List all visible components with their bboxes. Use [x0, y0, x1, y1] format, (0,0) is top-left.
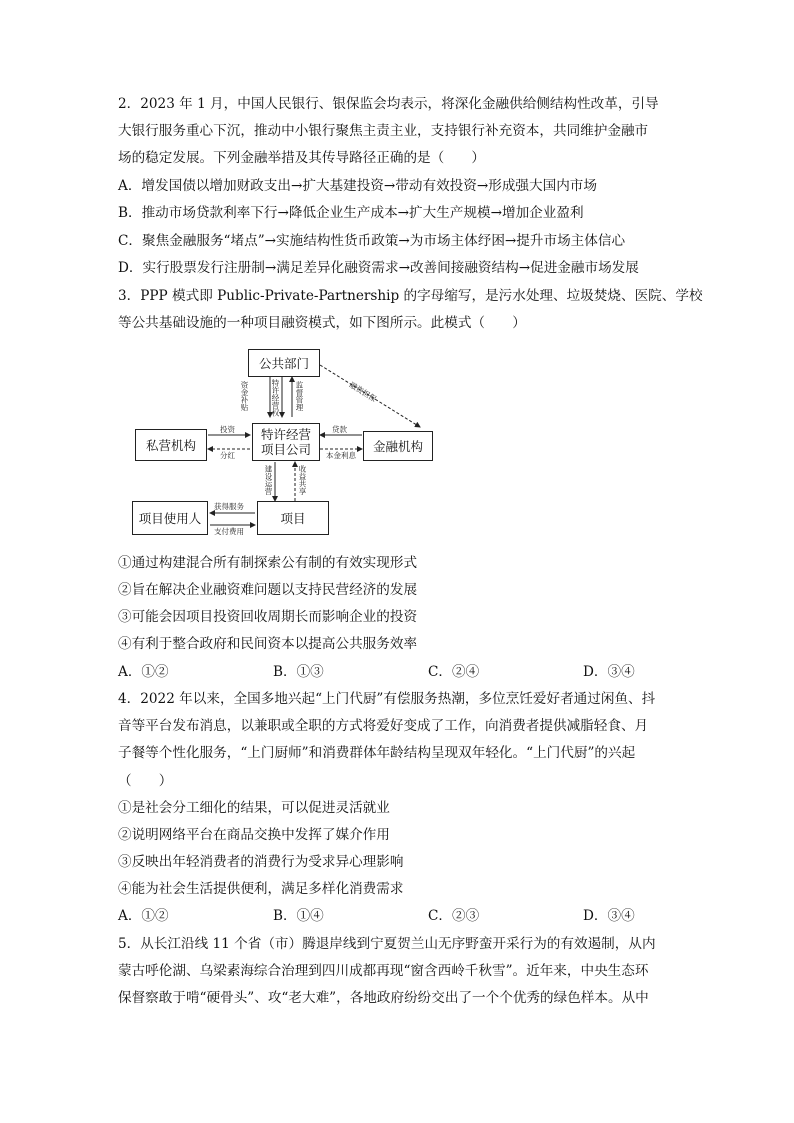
spv-label-line-1: 特许经营	[260, 427, 311, 442]
q5-stem-line-3: 保督察敢于啃“硬骨头”、攻“老大难”，各地政府纷纷交出了一个个优秀的绿色样本。从中	[118, 990, 649, 1006]
q4-statement-3: ③反映出年轻消费者的消费行为受求异心理影响	[118, 854, 404, 870]
q2-stem-line-3: 场的稳定发展。下列金融举措及其传导路径正确的是（ ）	[118, 150, 486, 166]
label-construct: 建设运营	[264, 465, 273, 495]
q3-statement-3: ③可能会因项目投资回收周期长而影响企业的投资	[118, 609, 418, 625]
q4-stem-line-1: 4．2022 年以来，全国多地兴起“上门代厨”有偿服务热潮，多位烹饪爱好者通过闲鱼、抖	[118, 691, 656, 707]
q2-stem-line-2: 大银行服务重心下沉，推动中小银行聚焦主责主业，支持银行补充资本，共同维护金融市	[118, 123, 649, 139]
label-loan: 贷款	[332, 425, 347, 434]
ppp-diagram	[130, 345, 440, 540]
q3-stem-line-1: 3．PPP 模式即 Public-Private-Partnership 的字母缩写，是污水处理、垃圾焚烧、医院、学校	[118, 288, 703, 304]
project-box: 项目	[257, 501, 329, 535]
label-franchise: 特许经营权	[271, 379, 280, 417]
label-dividend: 分红	[220, 451, 235, 460]
label-invest: 投资	[220, 425, 235, 434]
q2-stem-line-1: 2．2023 年 1 月，中国人民银行、银保监会均表示，将深化金融供给侧结构性改革，引导	[118, 96, 659, 112]
q3-option-d: D．③④	[583, 664, 635, 680]
spv-company-box	[252, 423, 320, 461]
q3-statement-1: ①通过构建混合所有制探索公有制的有效实现形式	[118, 555, 418, 571]
q2-option-b: B．推动市场贷款利率下行→降低企业生产成本→扩大生产规模→增加企业盈利	[118, 205, 584, 221]
q4-stem-line-3: 子餐等个性化服务，“上门厨师”和消费群体年龄结构呈现双年轻化。“上门代厨”的兴起	[118, 745, 636, 761]
label-principal: 本金利息	[326, 451, 356, 460]
q4-stem-line-4: （ ）	[118, 773, 173, 789]
q2-option-a: A．增发国债以增加财政支出→扩大基建投资→带动有效投资→形成强大国内市场	[118, 178, 597, 194]
project-user-box: 项目使用人	[132, 501, 208, 535]
label-get-service: 获得服务	[214, 502, 244, 511]
q4-option-d: D．③④	[583, 908, 635, 924]
q3-stem-line-2: 等公共基础设施的一种项目融资模式，如下图所示。此模式（ ）	[118, 315, 526, 331]
q4-statement-4: ④能为社会生活提供便利，满足多样化消费需求	[118, 881, 404, 897]
label-subsidy: 资金补贴	[240, 381, 249, 411]
spv-label-line-2: 项目公司	[260, 442, 311, 457]
q5-stem-line-2: 蒙古呼伦湖、乌梁素海综合治理到四川成都再现“窗含西岭千秋雪”。近年来，中央生态环	[118, 963, 649, 979]
q5-stem-line-1: 5．从长江沿线 11 个省（市）腾退岸线到宁夏贺兰山无序野蛮开采行为的有效遏制，从内	[118, 936, 656, 952]
q4-option-b: B．①④	[273, 908, 324, 924]
q2-option-d: D．实行股票发行注册制→满足差异化融资需求→改善间接融资结构→促进金融市场发展	[118, 260, 639, 276]
q4-statement-1: ①是社会分工细化的结果，可以促进灵活就业	[118, 800, 390, 816]
q3-statement-2: ②旨在解决企业融资难问题以支持民营经济的发展	[118, 582, 418, 598]
label-guarantee: 融资担保	[347, 380, 378, 404]
q3-option-b: B．①③	[273, 664, 324, 680]
q3-statement-4: ④有利于整合政府和民间资本以提高公共服务效率	[118, 636, 418, 652]
q4-stem-line-2: 音等平台发布消息，以兼职或全职的方式将爱好变成了工作，向消费者提供减脂轻食、月	[118, 718, 649, 734]
private-institution-box: 私营机构	[135, 429, 207, 461]
q3-option-a: A．①②	[118, 664, 169, 680]
financial-institution-box: 金融机构	[363, 431, 433, 461]
q3-option-c: C．②④	[428, 664, 480, 680]
q2-option-c: C．聚焦金融服务“堵点”→实施结构性货币政策→为市场主体纾困→提升市场主体信心	[118, 233, 626, 249]
q4-option-a: A．①②	[118, 908, 169, 924]
q4-statement-2: ②说明网络平台在商品交换中发挥了媒介作用	[118, 827, 390, 843]
label-supervision: 监督管理	[295, 381, 304, 411]
label-pay: 支付费用	[214, 527, 244, 536]
label-revenue: 收益共享	[298, 465, 307, 495]
q4-option-c: C．②③	[428, 908, 480, 924]
public-sector-box: 公共部门	[248, 349, 320, 377]
